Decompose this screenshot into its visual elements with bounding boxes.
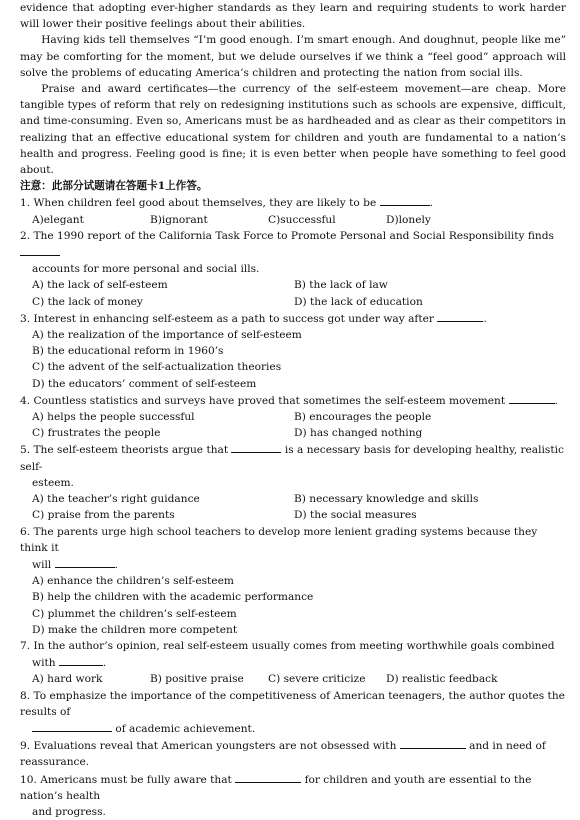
question-tail: is a necessary basis for developing healthy, realistic self- <box>20 444 564 473</box>
question-text: To emphasize the importance of the competitiveness of American teenagers, the author quotes the results of <box>20 689 565 718</box>
option-a[interactable]: A) enhance the children’s self-esteem <box>32 575 234 588</box>
question-text: The parents urge high school teachers to develop more lenient grading systems because they think it <box>20 525 538 554</box>
question-tail: and in need of reassurance. <box>20 740 546 769</box>
option-c[interactable]: C) the lack of money <box>32 295 143 308</box>
question-number: 2. <box>20 229 31 242</box>
option-d[interactable]: D) make the children more competent <box>32 623 238 636</box>
question-8 <box>20 688 566 738</box>
question-4 <box>20 392 566 442</box>
question-stem <box>20 688 566 720</box>
question-number: 1. <box>20 197 31 210</box>
question-continuation: and progress. <box>32 805 106 818</box>
option-d[interactable]: D) the educators’ comment of self-esteem <box>32 377 257 390</box>
passage-paragraph-2: Having kids tell themselves “I’m good enough. I’m smart enough. And doughnut, people like me” may be comforting for the moment, but we delude ourselves if we think a “feel good” approach will solve the problems of educating America’s children and protecting the nation from social ills. <box>20 34 566 79</box>
question-2 <box>20 228 566 310</box>
question-text: The 1990 report of the California Task Force to Promote Personal and Social Responsibility finds <box>33 229 554 242</box>
question-tail: of academic achievement. <box>115 722 256 735</box>
options <box>20 327 566 392</box>
option-b[interactable]: B) positive praise <box>150 673 244 686</box>
option-d[interactable]: D) realistic feedback <box>386 673 498 686</box>
question-stem <box>20 194 566 211</box>
passage-paragraph-3: Praise and award certificates—the currency of the self-esteem movement—are cheap. More tangible types of reform that rely on redesigning institutions such as schools are expensive, difficult, and time-consuming. Even so, Americans must be as hardheaded and as clear as their competitors in realizing that an effective educational system for children and youth are fundamental to a nation’s health and progress. Feeling good is fine; it is even better when people have something to feel good about. <box>20 83 566 177</box>
question-tail: . <box>429 197 433 210</box>
option-a[interactable]: A) the teacher’s right guidance <box>32 493 200 506</box>
continuation-text: with <box>32 657 56 670</box>
question-tail: for children and youth are essential to the nation’s health <box>20 773 532 802</box>
question-text: Evaluations reveal that American youngsters are not obsessed with <box>33 740 397 753</box>
question-7 <box>20 638 566 688</box>
answer-blank[interactable] <box>59 654 103 666</box>
question-number: 7. <box>20 639 31 652</box>
option-c[interactable]: C) plummet the children’s self-esteem <box>32 607 237 620</box>
option-d[interactable]: D) the lack of education <box>294 295 423 308</box>
answer-blank[interactable] <box>509 392 555 404</box>
option-c[interactable]: C) the advent of the self-actualization theories <box>32 361 282 374</box>
question-number: 5. <box>20 444 31 457</box>
question-tail: . <box>102 657 107 670</box>
options <box>20 491 566 523</box>
question-stem <box>20 771 566 804</box>
passage-paragraph-1: evidence that adopting ever-higher standards as they learn and requiring students to work harder will lower their positive feelings about their abilities. <box>20 2 566 31</box>
option-c[interactable]: C) frustrates the people <box>32 427 161 440</box>
option-d[interactable]: D) has changed nothing <box>294 427 423 440</box>
question-text: When children feel good about themselves, they are likely to be <box>33 197 377 210</box>
question-text: Interest in enhancing self-esteem as a path to success got under way after <box>33 312 434 325</box>
question-continuation <box>20 654 566 671</box>
answer-sheet-notice: 注意：此部分试题请在答题卡1上作答。 <box>20 180 208 193</box>
option-a[interactable]: A) hard work <box>32 673 103 686</box>
answer-blank[interactable] <box>231 441 281 453</box>
option-b[interactable]: B) the educational reform in 1960’s <box>32 345 224 358</box>
option-a[interactable]: A) helps the people successful <box>32 411 195 424</box>
option-a[interactable]: A) the lack of self-esteem <box>32 279 168 292</box>
answer-blank[interactable] <box>235 771 301 783</box>
question-text: Americans must be fully aware that <box>40 773 232 786</box>
question-6 <box>20 524 566 638</box>
answer-blank[interactable] <box>20 244 60 256</box>
question-number: 9. <box>20 740 31 753</box>
question-stem <box>20 392 566 409</box>
question-stem <box>20 737 566 770</box>
question-continuation: accounts for more personal and social ills. <box>32 263 260 276</box>
question-stem <box>20 441 566 474</box>
question-9 <box>20 737 566 770</box>
option-c[interactable]: C) severe criticize <box>268 673 366 686</box>
question-10 <box>20 771 566 820</box>
question-number: 10. <box>20 773 37 786</box>
question-stem <box>20 638 566 654</box>
option-b[interactable]: B) help the children with the academic performance <box>32 591 314 604</box>
question-tail: . <box>483 312 487 325</box>
question-text: Countless statistics and surveys have proved that sometimes the self-esteem movement <box>33 394 506 407</box>
question-continuation: esteem. <box>32 476 74 489</box>
question-stem <box>20 228 566 261</box>
question-tail: . <box>554 394 558 407</box>
question-1 <box>20 194 566 227</box>
options <box>20 212 566 228</box>
question-3 <box>20 310 566 392</box>
option-b[interactable]: B) necessary knowledge and skills <box>294 493 479 506</box>
question-number: 6. <box>20 525 31 538</box>
options <box>20 573 566 638</box>
option-d[interactable]: D)lonely <box>386 213 431 226</box>
answer-blank[interactable] <box>437 310 483 322</box>
question-text: The self-esteem theorists argue that <box>33 444 229 457</box>
options <box>20 671 566 687</box>
question-5 <box>20 441 566 523</box>
question-number: 8. <box>20 689 31 702</box>
option-a[interactable]: A) the realization of the importance of self-esteem <box>32 329 302 342</box>
question-continuation <box>20 720 566 737</box>
option-c[interactable]: C) praise from the parents <box>32 509 175 522</box>
options <box>20 277 566 309</box>
question-tail: . <box>114 558 118 571</box>
question-number: 3. <box>20 312 31 325</box>
option-c[interactable]: C)successful <box>268 213 336 226</box>
continuation-text: will <box>32 558 52 571</box>
option-a[interactable]: A)elegant <box>32 213 84 226</box>
option-b[interactable]: B) encourages the people <box>294 411 432 424</box>
option-d[interactable]: D) the social measures <box>294 509 417 522</box>
question-stem <box>20 524 566 556</box>
question-stem <box>20 310 566 327</box>
question-continuation <box>20 556 566 573</box>
answer-blank[interactable] <box>55 556 115 568</box>
option-b[interactable]: B) the lack of law <box>294 279 388 292</box>
question-text: In the author’s opinion, real self-esteem usually comes from meeting worthwhile goals combined <box>33 639 555 652</box>
question-number: 4. <box>20 394 31 407</box>
answer-blank[interactable] <box>32 720 112 732</box>
options <box>20 409 566 441</box>
option-b[interactable]: B)ignorant <box>150 213 208 226</box>
answer-blank[interactable] <box>400 737 466 749</box>
answer-blank[interactable] <box>380 194 430 206</box>
